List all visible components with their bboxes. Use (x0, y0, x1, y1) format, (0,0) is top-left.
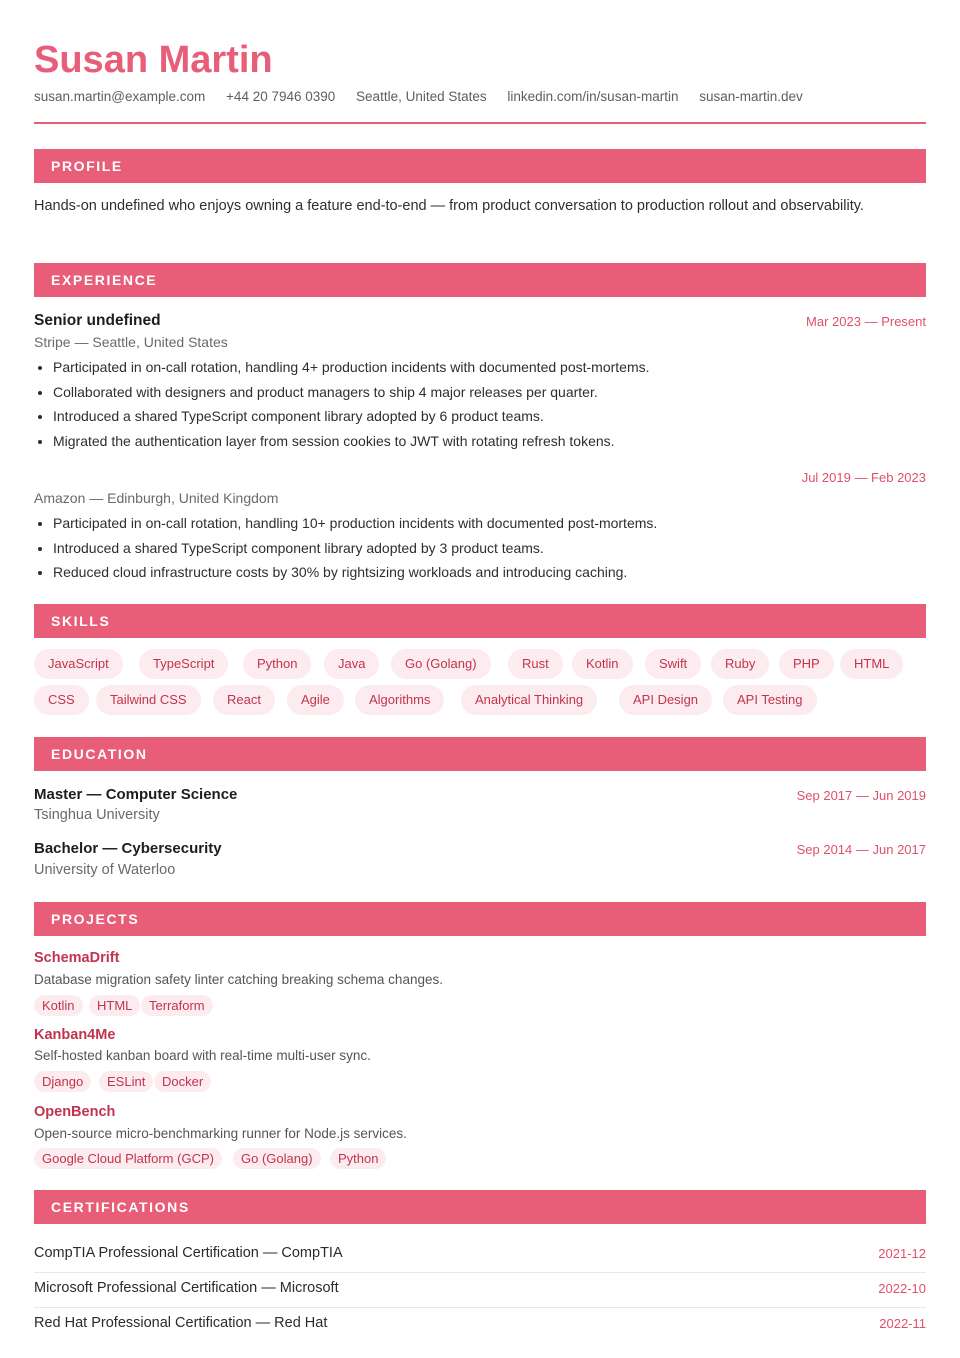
contact-line (34, 88, 820, 106)
certification-row (34, 1237, 926, 1273)
section-header-education: EDUCATION (34, 737, 926, 771)
skill-chip: HTML (840, 649, 903, 679)
job-title: Senior undefined (34, 312, 161, 329)
contact-linkedin[interactable]: linkedin.com/in/susan-martin (507, 89, 679, 104)
job-bullet: • Introduced a shared TypeScript component library adopted by 6 product teams. (53, 404, 933, 429)
skill-chip: JavaScript (34, 649, 123, 679)
certification-name: CompTIA Professional Certification — CompTIA (34, 1245, 343, 1261)
project-description: Self-hosted kanban board with real-time multi-user sync. (34, 1048, 371, 1063)
skill-chip: Python (243, 649, 311, 679)
job-company: Stripe — Seattle, United States (34, 334, 228, 350)
job-bullet: • Reduced cloud infrastructure costs by 30% by rightsizing workloads and introducing caching. (53, 560, 933, 585)
contact-phone[interactable]: +44 20 7946 0390 (226, 89, 336, 104)
job-bullet: • Introduced a shared TypeScript component library adopted by 3 product teams. (53, 536, 933, 561)
skill-chip: API Design (619, 685, 712, 715)
profile-summary: Hands-on undefined who enjoys owning a feature end-to-end — from product conversation to production rollout and observability. (34, 198, 864, 214)
project-tag: Kotlin (34, 995, 83, 1016)
certification-name: Red Hat Professional Certification — Red Hat (34, 1315, 328, 1331)
education-school: University of Waterloo (34, 862, 176, 878)
job-bullets (34, 511, 933, 585)
skill-chip: Analytical Thinking (461, 685, 597, 715)
certification-date: 2021-12 (878, 1246, 926, 1261)
certification-name: Microsoft Professional Certification — Microsoft (34, 1280, 339, 1296)
skill-chip: Java (324, 649, 379, 679)
job-bullet: • Collaborated with designers and product managers to ship 4 major releases per quarter. (53, 380, 933, 405)
certification-row (34, 1272, 926, 1308)
project-tag: Terraform (141, 995, 213, 1016)
header-divider (34, 122, 926, 124)
education-dates: Sep 2014 — Jun 2017 (796, 842, 926, 857)
contact-email[interactable]: susan.martin@example.com (34, 89, 206, 104)
job-company: Amazon — Edinburgh, United Kingdom (34, 490, 279, 506)
certification-row (34, 1307, 926, 1342)
section-header-skills: SKILLS (34, 604, 926, 638)
project-tag: Django (34, 1071, 91, 1092)
project-tag: Python (330, 1148, 386, 1169)
skill-chip: Ruby (711, 649, 769, 679)
job-dates: Mar 2023 — Present (806, 314, 926, 329)
project-description: Open-source micro-benchmarking runner for Node.js services. (34, 1126, 407, 1141)
skill-chip: Go (Golang) (391, 649, 491, 679)
project-tag: ESLint (99, 1071, 153, 1092)
section-header-profile: PROFILE (34, 149, 926, 183)
certification-date: 2022-11 (879, 1316, 926, 1331)
skill-chip: API Testing (723, 685, 817, 715)
certification-date: 2022-10 (878, 1281, 926, 1296)
job-dates: Jul 2019 — Feb 2023 (801, 470, 926, 485)
candidate-name: Susan Martin (34, 39, 273, 81)
skill-chip: Agile (287, 685, 344, 715)
education-school: Tsinghua University (34, 807, 160, 823)
project-tag: Docker (154, 1071, 211, 1092)
skill-chip: Tailwind CSS (96, 685, 201, 715)
skill-chip: Algorithms (355, 685, 444, 715)
skill-chip: Rust (508, 649, 563, 679)
job-bullets (34, 355, 933, 453)
skill-chip: Kotlin (572, 649, 633, 679)
job-bullet: • Migrated the authentication layer from session cookies to JWT with rotating refresh tokens. (53, 429, 933, 454)
job-bullet: • Participated in on-call rotation, handling 4+ production incidents with documented post-mortems. (53, 355, 933, 380)
project-description: Database migration safety linter catching breaking schema changes. (34, 972, 443, 987)
education-degree: Bachelor — Cybersecurity (34, 840, 222, 857)
skill-chip: TypeScript (139, 649, 228, 679)
project-name: OpenBench (34, 1104, 116, 1120)
skill-chip: CSS (34, 685, 89, 715)
project-tag: HTML (89, 995, 140, 1016)
skill-chip: React (213, 685, 275, 715)
education-dates: Sep 2017 — Jun 2019 (796, 788, 926, 803)
contact-website[interactable]: susan-martin.dev (699, 89, 803, 104)
project-name: Kanban4Me (34, 1027, 116, 1043)
contact-location: Seattle, United States (356, 89, 487, 104)
job-bullet: • Participated in on-call rotation, handling 10+ production incidents with documented post-mortems. (53, 511, 933, 536)
project-tag: Google Cloud Platform (GCP) (34, 1148, 222, 1169)
skill-chip: Swift (645, 649, 701, 679)
section-header-certifications: CERTIFICATIONS (34, 1190, 926, 1224)
section-header-projects: PROJECTS (34, 902, 926, 936)
section-header-experience: EXPERIENCE (34, 263, 926, 297)
project-tag: Go (Golang) (233, 1148, 321, 1169)
project-name: SchemaDrift (34, 950, 120, 966)
skill-chip: PHP (779, 649, 834, 679)
education-degree: Master — Computer Science (34, 786, 238, 803)
